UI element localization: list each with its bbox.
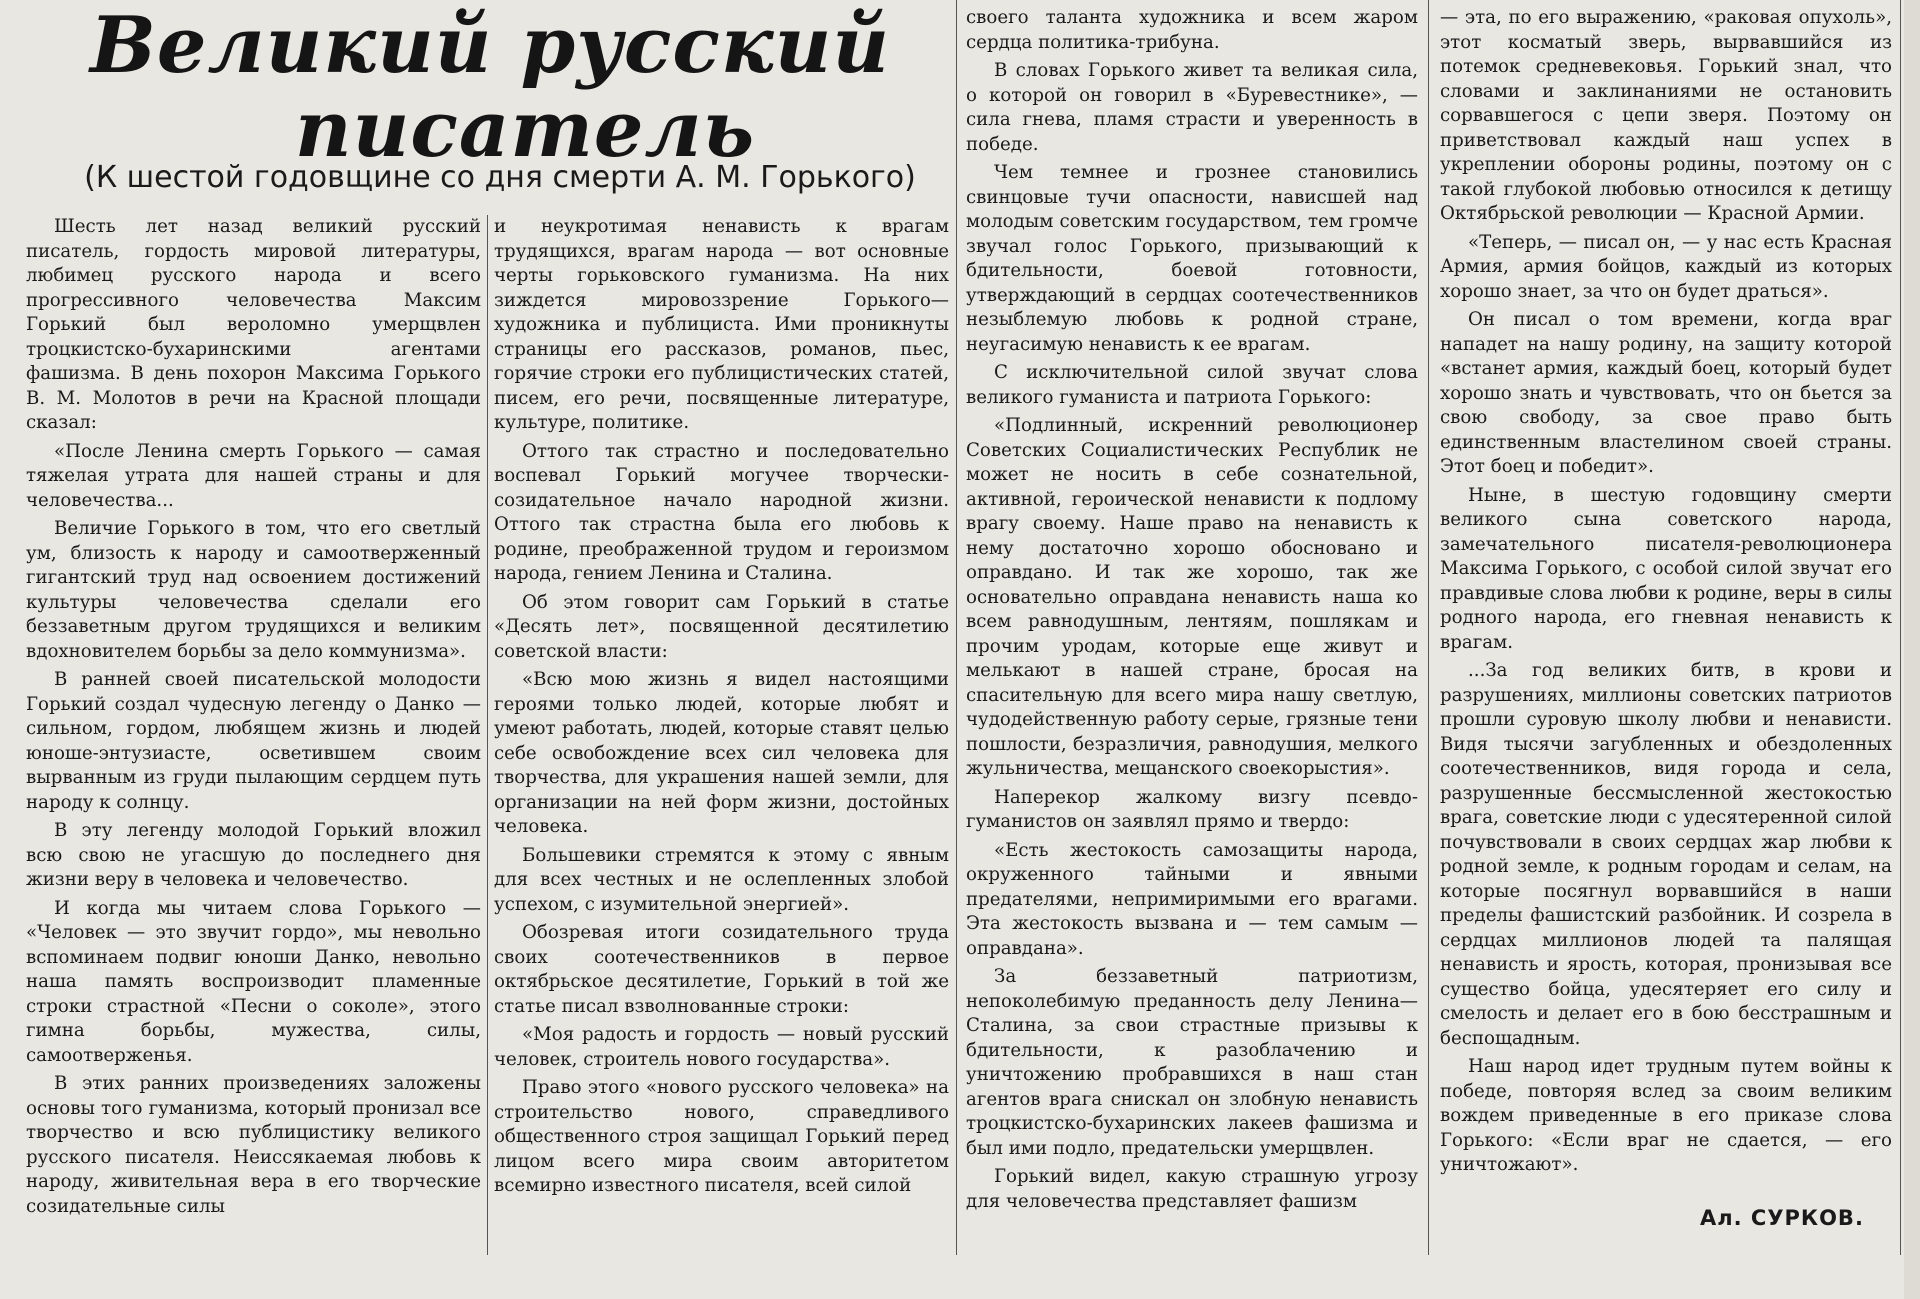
article-paragraph: своего таланта художника и всем жаром сердца политика-трибуна.	[966, 7, 1418, 53]
article-paragraph: «Теперь, — писал он, — у нас есть Красная Армия, армия бойцов, каждый из которых хорошо знает, за что он будет драться».	[1440, 231, 1892, 302]
article-paragraph: Об этом говорит сам Горький в статье «Десять лет», посвященной десятилетию советской власти:	[494, 591, 949, 662]
article-headline	[40, 0, 940, 175]
article-paragraph: Оттого так страстно и последовательно воспевал Горький могучее творчески-созидательное начало народной жизни. Оттого так страстна была его любовь к родине, преображенной трудом и героизмом народа, гением Ленина и Сталина.	[494, 440, 949, 584]
article-paragraph: «Всю мою жизнь я видел настоящими героями только людей, которые любят и умеют работать, людей, которые ставят целью себе освобождение всех сил человека для творчества, для украшения нашей земли, для организации на ней форм жизни, достойных человека.	[494, 669, 949, 837]
article-paragraph: Он писал о том времени, когда враг нападет на нашу родину, на защиту которой «встанет армия, каждый боец, который будет хорошо знать и чувствовать, что он бьется за свою свободу, за свое право быть единственным властелином своей страны. Этот боец и победит».	[1440, 309, 1892, 477]
article-paragraph: В эту легенду молодой Горький вложил всю свою не угасшую до последнего дня жизни веру в человека и человечество.	[26, 820, 481, 890]
article-paragraph: Шесть лет назад великий русский писатель, гордость мировой литературы, любимец русского народа и всего прогрессивного человечества Максим Горький был вероломно умерщвлен троцкистско-бухаринскими агентами фашизма. В день похорон Максима Горького В. М. Молотов в речи на Красной площади сказал:	[26, 216, 481, 433]
adjacent-column-edge	[1904, 0, 1920, 1299]
article-column-3	[966, 6, 1418, 1218]
article-paragraph: За беззаветный патриотизм, непоколебимую преданность делу Ленина—Сталина, за свои страстные призывы к бдительности, к разоблачению и уничтожению пробравшихся в наш стан агентов врага снискал он злобную ненависть троцкистско-бухаринских лакеев фашизма и был ими подло, предательски умерщвлен.	[966, 966, 1418, 1159]
article-paragraph: — эта, по его выражению, «раковая опухоль», этот косматый зверь, вырвавшийся из потемок средневековья. Горький знал, что словами и заклинаниями не остановить сорвавшегося с цепи зверя. Поэтому он приветствовал каждый наш успех в укреплении обороны родины, поэтому он с такой глубокой любовью относился к детищу Октябрьской революции — Красной Армии.	[1440, 7, 1892, 224]
article-subtitle: (К шестой годовщине со дня смерти А. М. Горького)	[84, 160, 916, 195]
author-signature: Ал. СУРКОВ.	[1700, 1206, 1864, 1230]
article-paragraph: С исключительной силой звучат слова великого гуманиста и патриота Горького:	[966, 362, 1418, 408]
column-divider	[1900, 0, 1901, 1255]
article-paragraph: Право этого «нового русского человека» на строительство нового, справедливого общественного строя защищал Горький перед лицом всего мира своим авторитетом всемирно известного писателя, всей силой	[494, 1077, 949, 1196]
article-paragraph: В этих ранних произведениях заложены основы того гуманизма, который пронизал все творчество и всю публицистику великого русского писателя. Неиссякаемая любовь к народу, живительная вера в его творческие созидательные силы	[26, 1073, 481, 1217]
article-paragraph: и неукротимая ненависть к врагам трудящихся, врагам народа — вот основные черты горьковского гуманизма. На них зиждется мировоззрение Горького—художника и публициста. Ими проникнуты страницы его рассказов, романов, пьес, горячие строки его публицистических статей, писем, его речи, посвященные литературе, культуре, политике.	[494, 216, 949, 433]
article-paragraph: «Есть жестокость самозащиты народа, окруженного тайными и явными предателями, непримиримыми его врагами. Эта жестокость вызвана и — тем самым — оправдана».	[966, 839, 1418, 959]
article-paragraph: Наперекор жалкому визгу псевдо-гуманистов он заявлял прямо и твердо:	[966, 786, 1418, 832]
headline-line-2: писатель	[294, 84, 756, 175]
headline-line-1: Великий русский	[89, 0, 891, 91]
column-divider	[487, 215, 488, 1255]
article-paragraph: Величие Горького в том, что его светлый ум, близость к народу и самоотверженный гигантский труд над освоением достижений культуры человечества сделали его беззаветным другом трудящихся и великим вдохновителем борьбы за дело коммунизма».	[26, 518, 481, 662]
column-divider	[1428, 0, 1429, 1255]
article-paragraph: «Подлинный, искренний революционер Советских Социалистических Республик не может не носить в себе сознательной, активной, героической ненависти к подлому врагу своему. Наше право на ненависть к нему достаточно хорошо обосновано и оправдано. И так же хорошо, так же основательно оправдана ненависть наша ко всем равнодушным, лентяям, пошлякам и прочим уродам, которые еще живут и мелькают в нашей стране, бросая на спасительную для всего мира нашу светлую, чудодейственную работу серые, грязные тени пошлости, безразличия, равнодушия, мелкого жульничества, мещанского своекорыстия».	[966, 415, 1418, 779]
article-paragraph: Чем темнее и грознее становились свинцовые тучи опасности, нависшей над молодым советским государством, тем громче звучал голос Горького, призывающий к бдительности, боевой готовности, утверждающий в сердцах соотечественников незыблемую любовь к родной стране, неугасимую ненависть к ее врагам.	[966, 162, 1418, 355]
article-paragraph: В словах Горького живет та великая сила, о которой он говорил в «Буревестнике», — сила гнева, пламя страсти и уверенность в победе.	[966, 60, 1418, 155]
article-paragraph: Обозревая итоги созидательного труда своих соотечественников в первое октябрьское десятилетие, Горький в той же статье писал взволнованные строки:	[494, 922, 949, 1017]
article-paragraph: В ранней своей писательской молодости Горький создал чудесную легенду о Данко — сильном, гордом, любящем жизнь и людей юноше-энтузиасте, осветившем своим вырванным из груди пылающим сердцем путь народу к солнцу.	[26, 669, 481, 813]
column-divider	[956, 0, 957, 1255]
article-paragraph: «После Ленина смерть Горького — самая тяжелая утрата для нашей страны и для человечества...	[26, 440, 481, 511]
article-column-2	[494, 215, 949, 1203]
article-paragraph: И когда мы читаем слова Горького — «Человек — это звучит гордо», мы невольно вспоминаем подвиг юноши Данко, невольно наша память воспроизводит пламенные строки страстной «Песни о соколе», этого гимна борьбы, мужества, силы, самоотверженья.	[26, 897, 481, 1066]
article-paragraph: «Моя радость и гордость — новый русский человек, строитель нового государства».	[494, 1024, 949, 1070]
article-paragraph: ...За год великих битв, в крови и разрушениях, миллионы советских патриотов прошли суровую школу любви и ненависти. Видя тысячи загубленных и обездоленных соотечественников, видя города и села, разрушенные бессмысленной жестокостью врага, советские люди с удесятеренной силой почувствовали в своих сердцах жар любви к родной земле, к родным городам и селам, на которые посягнул ворвавшийся в наши пределы фашистский разбойник. И созрела в сердцах миллионов людей та палящая ненависть и ярость, которая, пронизывая все существо бойца, удесятеряет его силу и смелость и делает его в бою бесстрашным и беспощадным.	[1440, 660, 1892, 1049]
article-paragraph: Ныне, в шестую годовщину смерти великого сына советского народа, замечательного писателя-революционера Максима Горького, с особой силой звучат его правдивые слова любви к родине, веры в силы родного народа, его гневная ненависть к врагам.	[1440, 484, 1892, 653]
article-paragraph: Большевики стремятся к этому с явным для всех честных и не ослепленных злобой успехом, с изумительной энергией».	[494, 844, 949, 915]
article-paragraph: Наш народ идет трудным путем войны к победе, повторяя вслед за своим великим вождем приведенные в его приказе слова Горького: «Если враг не сдается, — его уничтожают».	[1440, 1056, 1892, 1175]
article-column-4	[1440, 6, 1892, 1182]
article-column-1	[26, 215, 481, 1223]
article-paragraph: Горький видел, какую страшную угрозу для человечества представляет фашизм	[966, 1166, 1418, 1212]
